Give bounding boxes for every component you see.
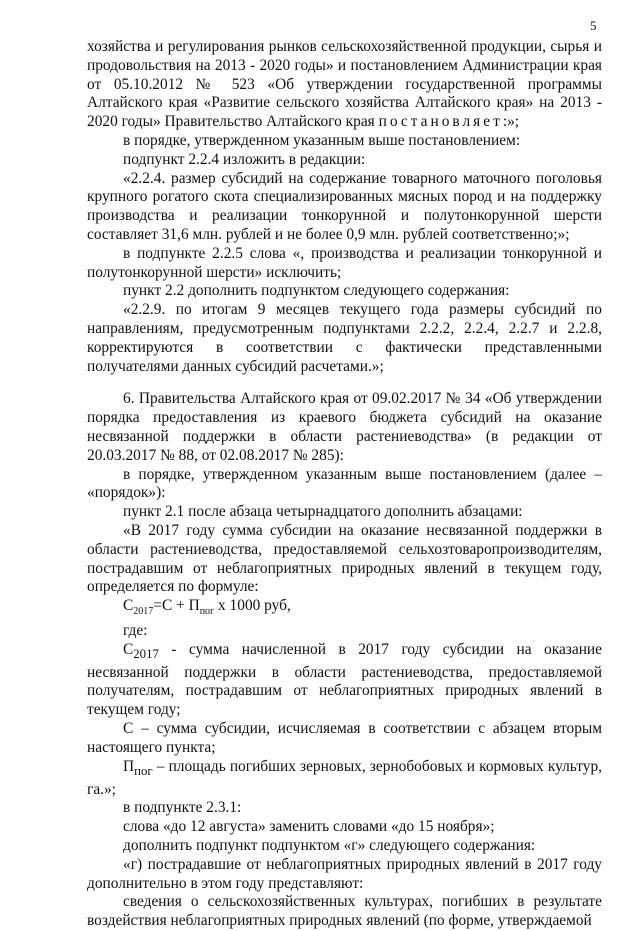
page-number: 5 — [590, 18, 597, 33]
paragraph-intro-text: хозяйства и регулирования рынков сельскохозяйственной продукции, сырья и продовольствия на 2013 - 2020 годы» и постановлением Администрации края от 05.10.2012 № 523 «Об утверждении государственной программы Алтайского края «Развитие сельского хозяйства Алтайского края» на 2013 - 2020 годы» Правительство Алтайского края — [87, 38, 602, 131]
formula — [87, 597, 602, 622]
paragraph: пункт 2.2 дополнить подпунктом следующего содержания: — [123, 282, 510, 300]
paragraph: в порядке, утвержденном указанным выше постановлением (далее – «порядок»): — [87, 465, 602, 502]
paragraph: в порядке, утвержденном указанным выше постановлением: — [123, 131, 521, 149]
def3-symbol: П — [123, 757, 135, 775]
def1-symbol: С — [123, 640, 134, 658]
def1-text: - сумма начисленной в 2017 году субсидии на оказание несвязанной поддержки в области растениеводства, предоставляемой получателям, пострадавшим от неблагоприятных природных явлений в текущем году; — [87, 640, 602, 719]
paragraph-where: где: — [123, 621, 148, 639]
formula-c: С — [123, 597, 134, 615]
paragraph: «В 2017 году сумма субсидии на оказание несвязанной поддержки в области растениеводства, предоставляемой сельхозтоваропроизводителям, пострадавшим от неблагоприятных природных явлений в текущем году, определяется по формуле: — [87, 521, 602, 596]
paragraph: слова «до 12 августа» заменить словами «до 15 ноября»; — [123, 818, 495, 836]
def3-subscript: пог — [134, 763, 153, 778]
definition-c: С – сумма субсидии, исчисляемая в соответствии с абзацем вторым настоящего пункта; — [87, 720, 602, 756]
paragraph: подпункт 2.2.4 изложить в редакции: — [123, 150, 366, 168]
document-body — [87, 38, 602, 931]
paragraph-intro-end: :»; — [502, 113, 520, 131]
paragraph: сведения о сельскохозяйственных культурах, погибших в результате воздействия неблагоприятных природных явлений (по форме, утверждаемой — [87, 893, 602, 930]
paragraph-intro — [87, 38, 602, 132]
formula-rest: х 1000 руб, — [214, 597, 291, 615]
paragraph: «г) пострадавшие от неблагоприятных природных явлений в 2017 году дополнительно в этом году представляют: — [87, 855, 602, 892]
formula-eq: =С + П — [153, 597, 200, 615]
paragraph: «2.2.9. по итогам 9 месяцев текущего года размеры субсидий по направлениям, предусмотренным подпунктами 2.2.2, 2.2.4, 2.2.7 и 2.2.8, корректируются в соответствии с фактически представленными получателями данных субсидий расчетами.»; — [87, 301, 602, 375]
paragraph-section-6: 6. Правительства Алтайского края от 09.02.2017 № 34 «Об утверждении порядка предоставления из краевого бюджета субсидий на оказание несвязанной поддержки в области растениеводства» (в редакции от 20.03.2017 № 88, от 02.08.2017 № 285): — [87, 390, 602, 464]
definition-c2017 — [87, 641, 602, 720]
formula-c-sub: 2017 — [133, 606, 154, 618]
decree-word: постановляет — [378, 113, 503, 131]
paragraph: в подпункте 2.2.5 слова «, производства и реализации тонкорунной и полутонкорунной шерсти» исключить; — [87, 244, 602, 281]
def3-text: – площадь погибших зерновых, зернобобовых и кормовых культур, га.»; — [87, 757, 602, 798]
paragraph: «2.2.4. размер субсидий на содержание товарного маточного поголовья крупного рогатого скота специализированных мясных пород и на поддержку производства и реализации тонкорунной и полутонкорунной шерсти составляет 31,6 млн. рублей и не более 0,9 млн. рублей соответственно;»; — [87, 169, 602, 243]
definition-p — [87, 758, 602, 800]
paragraph: в подпункте 2.3.1: — [123, 799, 242, 817]
formula-p-sub: пог — [199, 606, 215, 618]
paragraph: дополнить подпункт подпунктом «г» следующего содержания: — [123, 836, 536, 854]
paragraph: пункт 2.1 после абзаца четырнадцатого дополнить абзацами: — [123, 503, 523, 521]
def1-subscript: 2017 — [133, 646, 159, 661]
